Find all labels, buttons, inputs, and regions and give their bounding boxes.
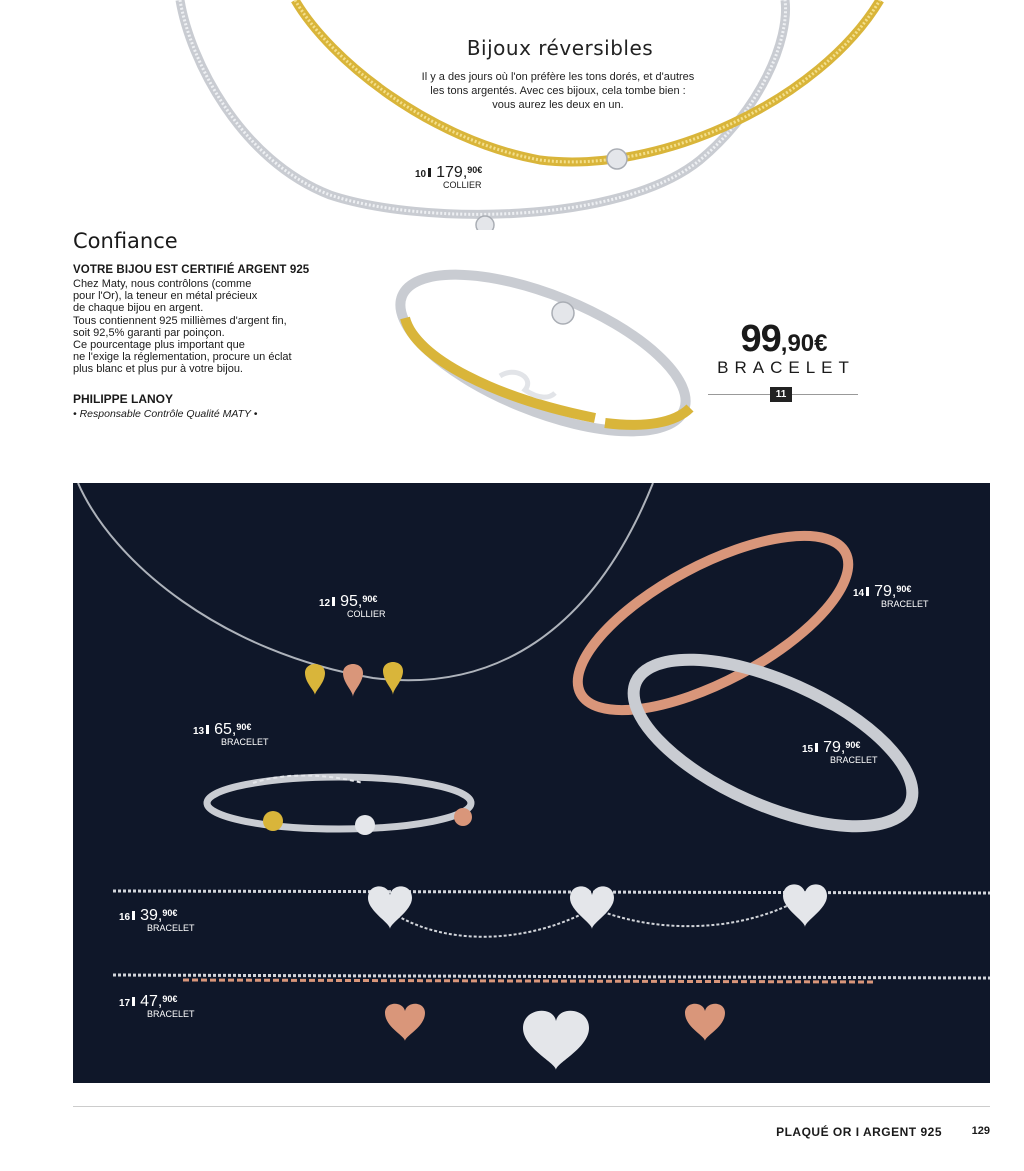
price-tag-13 — [193, 721, 269, 747]
product-type: COLLIER — [443, 180, 482, 190]
price-euros: 79, — [874, 583, 897, 600]
product-type: COLLIER — [347, 609, 386, 619]
product-ref: 17 — [119, 998, 131, 1009]
body-line: Ce pourcentage plus important que — [73, 339, 245, 352]
price-cents: 90 — [896, 584, 907, 594]
bracelet-11-image — [375, 258, 715, 448]
price-cents: 90 — [467, 165, 478, 175]
price-euros: 39, — [140, 907, 163, 924]
product-type: BRACELET — [147, 923, 195, 933]
intro-line: les tons argentés. Avec ces bijoux, cela tombe bien : — [430, 85, 686, 97]
footer-category: PLAQUÉ OR I ARGENT 925 — [776, 1125, 942, 1139]
product-ref: 13 — [193, 726, 205, 737]
price-cents: 90 — [362, 594, 373, 604]
product-ref: 10 — [415, 169, 427, 180]
confiance-title: Confiance — [73, 229, 178, 253]
price-euros: 95, — [340, 593, 363, 610]
price-currency: € — [855, 740, 861, 750]
separator-bar — [132, 997, 135, 1006]
featured-price-cents: ,90€ — [780, 330, 828, 357]
product-type: BRACELET — [147, 1009, 195, 1019]
separator-bar — [428, 168, 431, 177]
body-line: de chaque bijou en argent. — [73, 302, 204, 315]
featured-price — [724, 318, 844, 361]
price-euros: 179, — [436, 164, 468, 181]
confiance-body — [73, 278, 313, 376]
price-euros: 65, — [214, 721, 237, 738]
price-currency: € — [906, 584, 912, 594]
confiance-subtitle: VOTRE BIJOU EST CERTIFIÉ ARGENT 925 — [73, 264, 310, 276]
price-cents: 90 — [162, 908, 173, 918]
featured-ref-badge: 11 — [770, 387, 792, 402]
price-currency: € — [246, 722, 252, 732]
footer-divider — [73, 1106, 990, 1107]
dark-product-panel — [73, 483, 990, 1083]
separator-bar — [206, 725, 209, 734]
price-cents: 90 — [845, 740, 856, 750]
body-line: Chez Maty, nous contrôlons (comme — [73, 278, 252, 290]
section-title-bijoux-reversibles: Bijoux réversibles — [466, 36, 654, 60]
intro-line: Il y a des jours où l'on préfère les tons dorés, et d'autres — [421, 71, 695, 83]
panel-jewelry-illustration — [73, 483, 990, 1083]
price-tag-12 — [319, 593, 386, 619]
product-type: BRACELET — [221, 737, 269, 747]
price-tag-15 — [802, 739, 878, 765]
price-tag-17 — [119, 993, 195, 1019]
price-cents: 90 — [236, 722, 247, 732]
product-type: BRACELET — [830, 755, 878, 765]
product-ref: 12 — [319, 598, 331, 609]
price-currency: € — [372, 594, 378, 604]
product-type: BRACELET — [881, 599, 929, 609]
body-line: soit 92,5% garanti par poinçon. — [73, 326, 225, 339]
price-cents: 90 — [162, 994, 173, 1004]
product-ref: 14 — [853, 588, 865, 599]
intro-line: vous aurez les deux en un. — [492, 99, 624, 111]
separator-bar — [132, 911, 135, 920]
body-line: pour l'Or), la teneur en métal précieux — [73, 290, 258, 303]
separator-bar — [332, 597, 335, 606]
price-euros: 79, — [823, 739, 846, 756]
price-tag-16 — [119, 907, 195, 933]
product-ref: 15 — [802, 744, 814, 755]
price-currency: € — [172, 908, 178, 918]
body-line: Tous contiennent 925 millièmes d'argent fin, — [73, 314, 287, 327]
price-euros: 47, — [140, 993, 163, 1010]
section-intro — [418, 70, 698, 112]
separator-bar — [866, 587, 869, 596]
page-number: 129 — [971, 1125, 990, 1137]
featured-price-main: 99 — [740, 318, 781, 360]
separator-bar — [815, 743, 818, 752]
body-line: ne l'exige la réglementation, procure un éclat — [73, 351, 292, 364]
featured-type: BRACELET — [717, 358, 855, 377]
price-tag-10 — [415, 164, 482, 190]
signer-role: • Responsable Contrôle Qualité MATY • — [73, 408, 258, 420]
body-line: plus blanc et plus pur à votre bijou. — [73, 363, 243, 376]
signer-name: PHILIPPE LANOY — [73, 392, 174, 406]
price-currency: € — [477, 165, 483, 175]
product-ref: 16 — [119, 912, 131, 923]
price-tag-14 — [853, 583, 929, 609]
price-currency: € — [172, 994, 178, 1004]
reversible-necklace-image — [0, 0, 1024, 230]
